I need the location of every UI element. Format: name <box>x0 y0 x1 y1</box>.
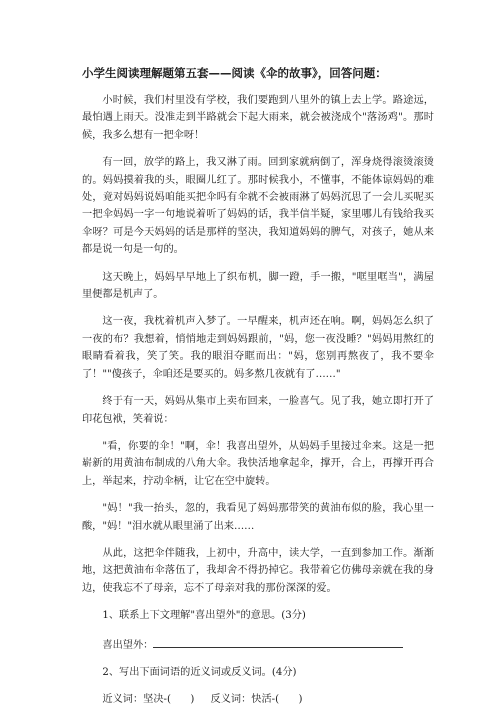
paragraph-5: 终于有一天，妈妈从集市上卖布回来，一脸喜气。见了我，她立即打开了印花包袱，笑着说： <box>82 396 434 425</box>
paragraph-7: "妈！"我一抬头，忽的，我看见了妈妈那带笑的黄油布似的脸，我心里一酸，"妈！"泪水就从眼里涌了出来…… <box>82 503 434 532</box>
paragraph-8: 从此，这把伞伴随我，上初中，升高中，读大学，一直到参加工作。渐渐地，这把黄油布伞落伍了，我却舍不得扔掉它。我带着它仿佛母亲就在我的身边，使我忘不了母亲，忘不了母亲对我的那份深深的爱。 <box>82 547 434 594</box>
question-1: 1、联系上下文理解"喜出望外"的意思。(3分) <box>102 610 306 622</box>
paragraph-2: 有一回，放学的路上，我又淋了雨。回到家就病倒了，浑身烧得滚烫滚烫的。妈妈摸着我的头，眼圈儿红了。那时候我小，不懂事，不能体谅妈妈的难处，竟对妈妈说妈咱能买把伞吗有伞就不会被雨淋了妈妈沉思了一会儿买呢买一把伞妈妈一字一句地说着听了妈妈的话，我半信半疑，家里哪儿有钱给我买伞呀？可是今天妈妈的话是那样的坚决，我知道妈妈的脾气，对孩子，她从来都是说一句是一句的。 <box>82 157 434 256</box>
question-2: 2、写出下面词语的近义词或反义词。(4分) <box>102 666 297 678</box>
document-title: 小学生阅读理解题第五套——阅读《伞的故事》，回答问题： <box>82 66 387 80</box>
paragraph-6: "看，你要的伞！"啊，伞！我喜出望外，从妈妈手里接过伞来。这是一把崭新的用黄油布制成的八角大伞。我快活地拿起伞，撑开，合上，再撑开再合上，举起来，拧动伞柄，让它在空中旋转。 <box>82 440 434 487</box>
paragraph-4: 这一夜，我枕着机声入梦了。一早醒来，机声还在响。啊，妈妈怎么织了一夜的布？我想着，悄悄地走到妈妈跟前，"妈，您一夜没睡？"妈妈用熬红的眼睛看着我，笑了笑。我的眼泪夺眶而出："妈，您别再熬夜了，我不要伞了！""傻孩子，伞咱还是要买的。妈多熬几夜就有了……" <box>82 316 434 380</box>
question-2-word-line: 近义词：坚决-( ) 反义词：快活-( ) <box>102 694 303 706</box>
question-1-answer-blank[interactable] <box>153 635 403 648</box>
paragraph-1: 小时候，我们村里没有学校，我们要跑到八里外的镇上去上学。路途远，最怕遇上雨天。没准走到半路就会下起大雨来，就会被浇成个"落汤鸡"。那时候，我多么想有一把伞呀！ <box>82 95 434 141</box>
paragraph-3: 这天晚上，妈妈早早地上了织布机，脚一蹬，手一搬，"哐里哐当"，满屋里便都是机声了。 <box>82 271 434 301</box>
question-1-answer-row <box>82 635 434 654</box>
question-1-answer-label: 喜出望外： <box>102 639 154 651</box>
